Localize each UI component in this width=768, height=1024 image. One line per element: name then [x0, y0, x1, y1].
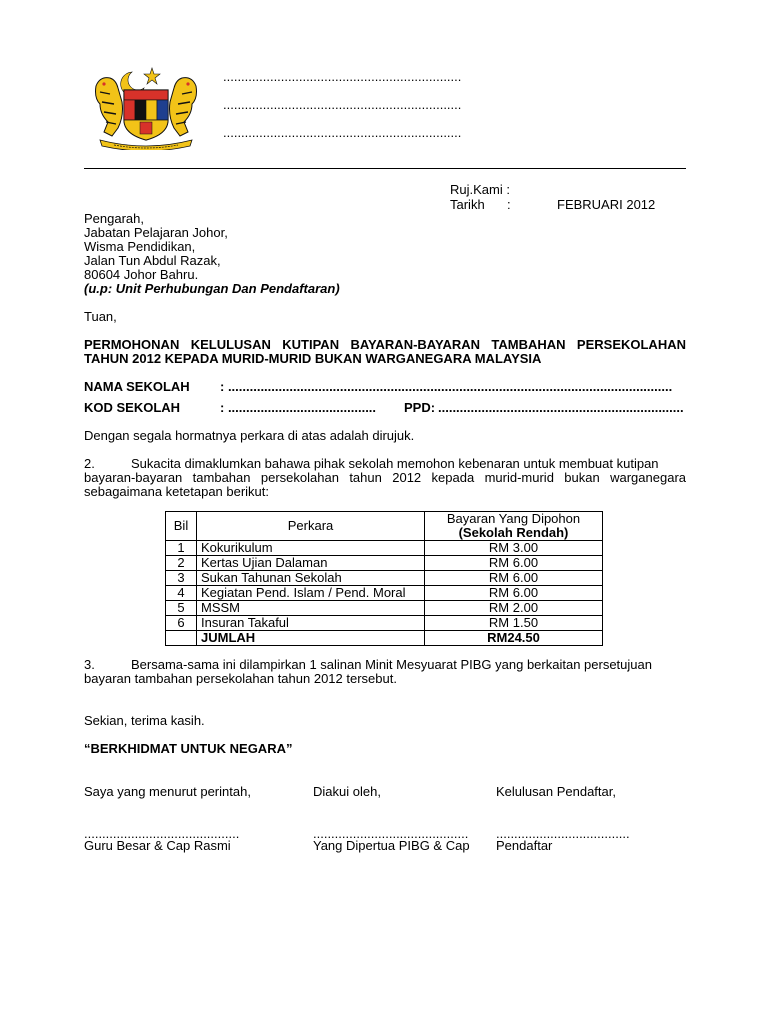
- table-row: [166, 571, 603, 586]
- header-bayaran-subtitle: (Sekolah Rendah): [458, 525, 569, 540]
- nama-sekolah-field: : ...........................................................................................................................: [220, 379, 673, 394]
- signature-col2-heading: Diakui oleh,: [313, 784, 381, 799]
- subject-line-1: PERMOHONAN KELULUSAN KUTIPAN BAYARAN-BAYARAN TAMBAHAN PERSEKOLAHAN: [84, 337, 686, 352]
- header-address-line-3: ..................................................................: [223, 125, 462, 140]
- row-amount: RM 6.00: [425, 571, 603, 586]
- tarikh-label: Tarikh: [450, 197, 485, 212]
- row-bil: 6: [166, 616, 197, 631]
- tarikh-value: FEBRUARI 2012: [557, 197, 656, 212]
- fees-table: [165, 511, 603, 646]
- row-bil: 3: [166, 571, 197, 586]
- signature-col3-heading: Kelulusan Pendaftar,: [496, 784, 616, 799]
- paragraph-2-line-2: bayaran-bayaran tambahan persekolahan tahun 2012 kepada murid-murid bukan warganegara: [84, 470, 686, 485]
- tarikh-colon: :: [507, 197, 511, 212]
- closing-motto: “BERKHIDMAT UNTUK NEGARA”: [84, 741, 293, 756]
- recipient-line-3: Wisma Pendidikan,: [84, 239, 196, 254]
- table-row: [166, 556, 603, 571]
- recipient-line-1: Pengarah,: [84, 211, 144, 226]
- header-address-line-2: ..................................................................: [223, 97, 462, 112]
- header-perkara: Perkara: [197, 512, 425, 541]
- row-amount: RM 1.50: [425, 616, 603, 631]
- row-perkara: MSSM: [197, 601, 425, 616]
- row-amount: RM 2.00: [425, 601, 603, 616]
- header-bil: Bil: [166, 512, 197, 541]
- recipient-line-5: 80604 Johor Bahru.: [84, 267, 199, 282]
- closing-thanks: Sekian, terima kasih.: [84, 713, 205, 728]
- kod-sekolah-label: KOD SEKOLAH: [84, 400, 181, 415]
- coat-of-arms-logo: [86, 62, 206, 150]
- table-row: [166, 586, 603, 601]
- row-perkara: Kertas Ujian Dalaman: [197, 556, 425, 571]
- row-bil: 1: [166, 541, 197, 556]
- row-bil: 4: [166, 586, 197, 601]
- total-value: RM24.50: [425, 631, 603, 646]
- signature-col1-title: Guru Besar & Cap Rasmi: [84, 838, 231, 853]
- recipient-line-2: Jabatan Pelajaran Johor,: [84, 225, 228, 240]
- row-amount: RM 6.00: [425, 556, 603, 571]
- table-header-row: [166, 512, 603, 541]
- paragraph-2-line-3: sebagaimana ketetapan berikut:: [84, 484, 270, 499]
- table-row: [166, 601, 603, 616]
- row-perkara: Kegiatan Pend. Islam / Pend. Moral: [197, 586, 425, 601]
- row-perkara: Kokurikulum: [197, 541, 425, 556]
- header-address-line-1: ..................................................................: [223, 69, 462, 84]
- kod-sekolah-field: : .........................................: [220, 400, 377, 415]
- recipient-line-4: Jalan Tun Abdul Razak,: [84, 253, 221, 268]
- row-perkara: Insuran Takaful: [197, 616, 425, 631]
- signature-col3-line: .....................................: [496, 826, 630, 841]
- row-bil: 2: [166, 556, 197, 571]
- table-total-row: [166, 631, 603, 646]
- row-amount: RM 6.00: [425, 586, 603, 601]
- salutation: Tuan,: [84, 309, 117, 324]
- signature-col1-heading: Saya yang menurut perintah,: [84, 784, 251, 799]
- paragraph-3-line-2: bayaran tambahan persekolahan tahun 2012 tersebut.: [84, 671, 397, 686]
- signature-col2-title: Yang Dipertua PIBG & Cap: [313, 838, 470, 853]
- recipient-attention: (u.p: Unit Perhubungan Dan Pendaftaran): [84, 281, 340, 296]
- table-row: [166, 616, 603, 631]
- paragraph-3-number: 3.: [84, 657, 95, 672]
- signature-col3-title: Pendaftar: [496, 838, 553, 853]
- total-bil-empty: [166, 631, 197, 646]
- total-label: JUMLAH: [197, 631, 425, 646]
- row-amount: RM 3.00: [425, 541, 603, 556]
- row-perkara: Sukan Tahunan Sekolah: [197, 571, 425, 586]
- paragraph-1: Dengan segala hormatnya perkara di atas adalah dirujuk.: [84, 428, 415, 443]
- paragraph-3-line-1: Bersama-sama ini dilampirkan 1 salinan Minit Mesyuarat PIBG yang berkaitan persetujuan: [131, 657, 652, 672]
- header-bayaran-title: Bayaran Yang Dipohon: [446, 511, 581, 526]
- ppd-label: PPD:: [404, 400, 436, 415]
- paragraph-2-line-1: Sukacita dimaklumkan bahawa pihak sekolah memohon kebenaran untuk membuat kutipan: [131, 456, 659, 471]
- header-divider: [84, 168, 686, 169]
- header-bayaran: [425, 512, 603, 541]
- ruj-kami-label: Ruj.Kami :: [450, 182, 510, 197]
- table-row: [166, 541, 603, 556]
- paragraph-2-number: 2.: [84, 456, 95, 471]
- signature-col2-line: ...........................................: [313, 826, 469, 841]
- row-bil: 5: [166, 601, 197, 616]
- nama-sekolah-label: NAMA SEKOLAH: [84, 379, 190, 394]
- subject-line-2: TAHUN 2012 KEPADA MURID-MURID BUKAN WARGANEGARA MALAYSIA: [84, 351, 542, 366]
- ppd-field: ....................................................................: [438, 400, 684, 415]
- signature-col1-line: ...........................................: [84, 826, 240, 841]
